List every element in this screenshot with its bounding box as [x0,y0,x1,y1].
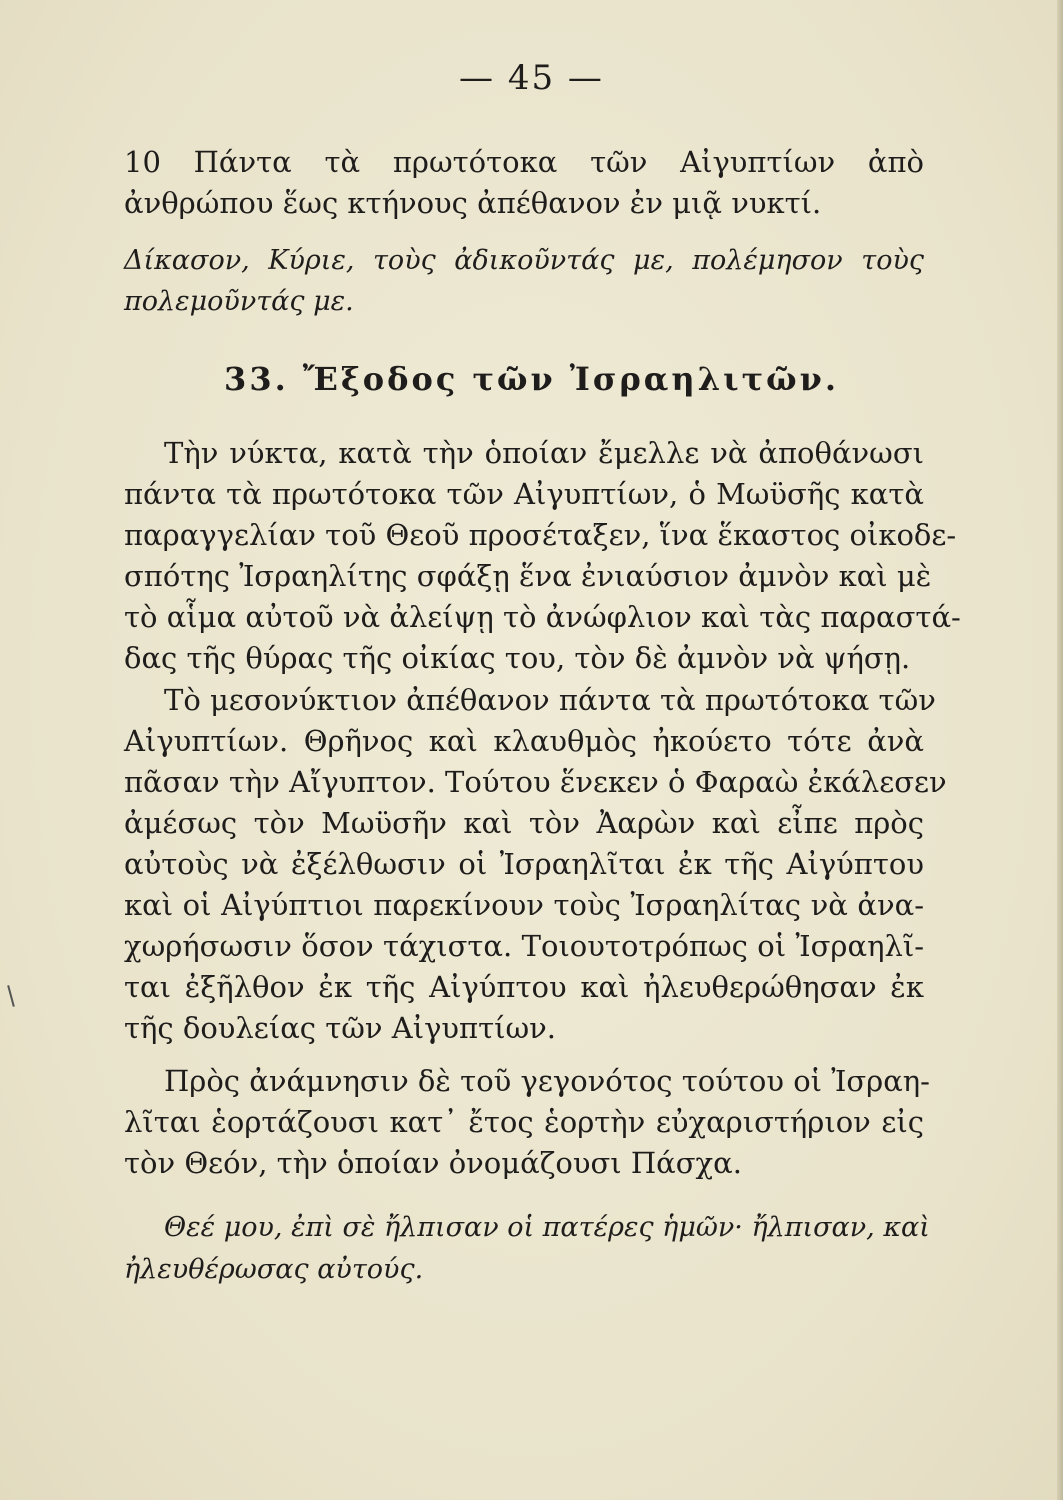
paragraph-line: δας τῆς θύρας τῆς οἰκίας του, τὸν δὲ ἀμνὸν νὰ ψήσῃ. [124,641,911,675]
paragraph-line: τὸ αἷμα αὐτοῦ νὰ ἀλείψῃ τὸ ἀνώφλιον καὶ τὰς παραστά- [124,600,961,634]
section-title: 33. Ἔξοδος τῶν Ἰσραηλιτῶν. [224,360,839,398]
paragraph-line: πᾶσαν τὴν Αἴγυπτον. Τούτου ἕνεκεν ὁ Φαραὼ ἐκάλεσεν [124,765,947,799]
paragraph-line: ἀμέσως τὸν Μωϋσῆν καὶ τὸν Ἀαρὼν καὶ εἶπε πρὸς [124,806,924,840]
margin-mark [7,985,15,1007]
paragraph-line: ται ἐξῆλθον ἐκ τῆς Αἰγύπτου καὶ ἠλευθερώθησαν ἐκ [124,970,924,1004]
paragraph-line: σπότης Ἰσραηλίτης σφάξῃ ἕνα ἐνιαύσιον ἀμνὸν καὶ μὲ [124,559,932,593]
paragraph-line: πάντα τὰ πρωτότοκα τῶν Αἰγυπτίων, ὁ Μωϋσῆς κατὰ [124,477,924,511]
paragraph-line: χωρήσωσιν ὅσον τάχιστα. Τοιουτοτρόπως οἱ Ἰσραηλῖ- [124,929,924,963]
paragraph-line: παραγγελίαν τοῦ Θεοῦ προσέταξεν, ἵνα ἕκαστος οἰκοδε- [124,518,957,552]
paragraph-line: Τὸ μεσονύκτιον ἀπέθανον πάντα τὰ πρωτότοκα τῶν [164,683,936,717]
prayer-line: πολεμοῦντάς με. [124,286,354,317]
paragraph-line: Αἰγυπτίων. Θρῆνος καὶ κλαυθμὸς ἠκούετο τότε ἀνὰ [124,724,924,758]
prayer-line: Δίκασον, Κύριε, τοὺς ἀδικοῦντάς με, πολέμησον τοὺς [124,245,924,276]
page-edge [1057,0,1063,1500]
paragraph-line: Τὴν νύκτα, κατὰ τὴν ὁποίαν ἔμελλε νὰ ἀποθάνωσι [164,436,924,470]
paragraph-line: λῖται ἑορτάζουσι κατ᾽ ἔτος ἑορτὴν εὐχαριστήριον εἰς [124,1105,924,1139]
page-number: — 45 — [459,58,604,98]
paragraph-line: αὐτοὺς νὰ ἐξέλθωσιν οἱ Ἰσραηλῖται ἐκ τῆς Αἰγύπτου [124,847,924,881]
paragraph-line: Πρὸς ἀνάμνησιν δὲ τοῦ γεγονότος τούτου οἱ Ἰσραη- [164,1064,930,1098]
paragraph-line: τὸν Θεόν, τὴν ὁποίαν ὀνομάζουσι Πάσχα. [124,1146,742,1180]
paragraph-line: τῆς δουλείας τῶν Αἰγυπτίων. [124,1011,557,1045]
paragraph-line: καὶ οἱ Αἰγύπτιοι παρεκίνουν τοὺς Ἰσραηλίτας νὰ ἀνα- [124,888,924,922]
verse-10-line: ἀνθρώπου ἕως κτήνους ἀπέθανον ἐν μιᾷ νυκτί. [124,186,822,220]
verse-10-line: 10 Πάντα τὰ πρωτότοκα τῶν Αἰγυπτίων ἀπὸ [124,145,924,179]
prayer-line: Θεέ μου, ἐπὶ σὲ ἤλπισαν οἱ πατέρες ἡμῶν· ἤλπισαν, καὶ [164,1212,930,1243]
prayer-line: ἠλευθέρωσας αὐτούς. [124,1254,424,1285]
